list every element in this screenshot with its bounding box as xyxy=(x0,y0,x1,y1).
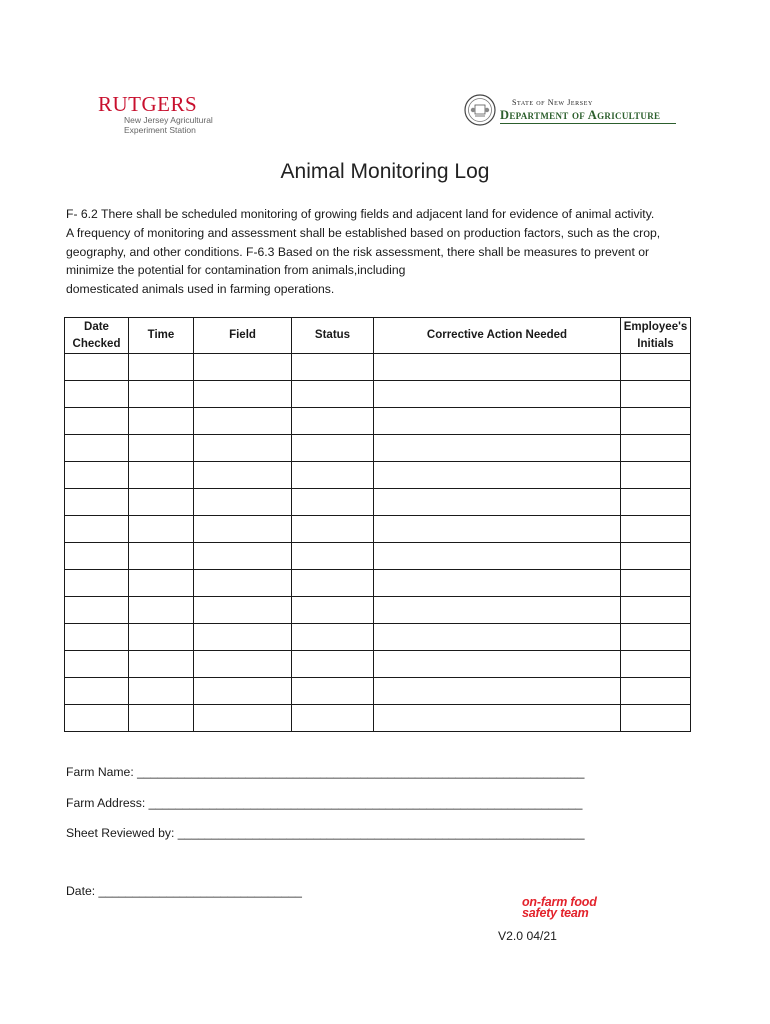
cell-status[interactable] xyxy=(292,678,374,705)
cell-status[interactable] xyxy=(292,354,374,381)
nj-state-text: State of New Jersey xyxy=(512,98,593,107)
cell-date-checked[interactable] xyxy=(65,489,129,516)
cell-date-checked[interactable] xyxy=(65,381,129,408)
cell-status[interactable] xyxy=(292,570,374,597)
cell-field[interactable] xyxy=(194,516,292,543)
cell-employee-initials[interactable] xyxy=(621,489,691,516)
cell-field[interactable] xyxy=(194,543,292,570)
table-row xyxy=(65,705,691,732)
cell-corrective-action[interactable] xyxy=(374,543,621,570)
table-row xyxy=(65,597,691,624)
header-text: Field xyxy=(229,329,256,341)
cell-employee-initials[interactable] xyxy=(621,516,691,543)
cell-employee-initials[interactable] xyxy=(621,354,691,381)
cell-time[interactable] xyxy=(129,489,194,516)
cell-corrective-action[interactable] xyxy=(374,624,621,651)
cell-employee-initials[interactable] xyxy=(621,543,691,570)
table-row xyxy=(65,462,691,489)
header-text: Checked xyxy=(72,337,121,350)
cell-employee-initials[interactable] xyxy=(621,381,691,408)
rutgers-subtitle-line2: Experiment Station xyxy=(124,125,196,135)
cell-status[interactable] xyxy=(292,489,374,516)
cell-date-checked[interactable] xyxy=(65,651,129,678)
cell-field[interactable] xyxy=(194,705,292,732)
cell-field[interactable] xyxy=(194,435,292,462)
cell-status[interactable] xyxy=(292,597,374,624)
cell-date-checked[interactable] xyxy=(65,705,129,732)
cell-date-checked[interactable] xyxy=(65,624,129,651)
cell-time[interactable] xyxy=(129,678,194,705)
cell-field[interactable] xyxy=(194,597,292,624)
cell-date-checked[interactable] xyxy=(65,354,129,381)
cell-date-checked[interactable] xyxy=(65,570,129,597)
header-time xyxy=(129,318,194,354)
date-field[interactable]: Date: ______________________________ xyxy=(66,884,302,898)
rutgers-wordmark: RUTGERS xyxy=(98,92,198,116)
cell-employee-initials[interactable] xyxy=(621,597,691,624)
intro-line: domesticated animals used in farming operations. xyxy=(66,282,335,297)
cell-field[interactable] xyxy=(194,489,292,516)
cell-date-checked[interactable] xyxy=(65,408,129,435)
nj-department-text: Department of Agriculture xyxy=(500,108,661,122)
cell-time[interactable] xyxy=(129,354,194,381)
cell-field[interactable] xyxy=(194,678,292,705)
header-text: Time xyxy=(147,329,175,341)
cell-corrective-action[interactable] xyxy=(374,597,621,624)
cell-corrective-action[interactable] xyxy=(374,354,621,381)
cell-corrective-action[interactable] xyxy=(374,435,621,462)
intro-line: geography, and other conditions. F-6.3 Based on the risk assessment, there shall be measures to prevent or xyxy=(66,244,650,259)
version-label: V2.0 04/21 xyxy=(498,929,557,943)
cell-field[interactable] xyxy=(194,408,292,435)
cell-corrective-action[interactable] xyxy=(374,516,621,543)
cell-employee-initials[interactable] xyxy=(621,570,691,597)
table-row xyxy=(65,678,691,705)
cell-time[interactable] xyxy=(129,543,194,570)
header-text: Status xyxy=(314,329,351,341)
cell-status[interactable] xyxy=(292,408,374,435)
table-row xyxy=(65,516,691,543)
cell-corrective-action[interactable] xyxy=(374,651,621,678)
table-row xyxy=(65,381,691,408)
cell-time[interactable] xyxy=(129,435,194,462)
cell-employee-initials[interactable] xyxy=(621,705,691,732)
cell-field[interactable] xyxy=(194,381,292,408)
cell-status[interactable] xyxy=(292,435,374,462)
table-body xyxy=(65,354,691,732)
cell-employee-initials[interactable] xyxy=(621,408,691,435)
cell-corrective-action[interactable] xyxy=(374,381,621,408)
cell-corrective-action[interactable] xyxy=(374,705,621,732)
header-field xyxy=(194,318,292,354)
table-row xyxy=(65,543,691,570)
cell-date-checked[interactable] xyxy=(65,516,129,543)
page-title: Animal Monitoring Log xyxy=(280,160,490,183)
table-row xyxy=(65,354,691,381)
cell-date-checked[interactable] xyxy=(65,543,129,570)
cell-time[interactable] xyxy=(129,570,194,597)
cell-time[interactable] xyxy=(129,624,194,651)
cell-employee-initials[interactable] xyxy=(621,462,691,489)
cell-field[interactable] xyxy=(194,651,292,678)
nj-seal-icon xyxy=(464,94,496,126)
cell-time[interactable] xyxy=(129,597,194,624)
sheet-reviewed-field[interactable]: Sheet Reviewed by: ____________________________________________________________ xyxy=(66,826,585,840)
table-row xyxy=(65,408,691,435)
on-farm-food-safety-logo xyxy=(522,897,622,919)
cell-status[interactable] xyxy=(292,651,374,678)
cell-employee-initials[interactable] xyxy=(621,651,691,678)
cell-time[interactable] xyxy=(129,381,194,408)
farm-address-field[interactable]: Farm Address: ________________________________________________________________ xyxy=(66,796,583,810)
cell-date-checked[interactable] xyxy=(65,678,129,705)
cell-time[interactable] xyxy=(129,462,194,489)
cell-status[interactable] xyxy=(292,624,374,651)
farm-name-field[interactable]: Farm Name: __________________________________________________________________ xyxy=(66,765,585,779)
cell-employee-initials[interactable] xyxy=(621,624,691,651)
cell-status[interactable] xyxy=(292,543,374,570)
intro-line: A frequency of monitoring and assessment shall be established based on production factors, such as the crop, xyxy=(66,225,661,240)
logo-text-line2: safety team xyxy=(522,906,589,920)
cell-time[interactable] xyxy=(129,705,194,732)
cell-date-checked[interactable] xyxy=(65,462,129,489)
table-row xyxy=(65,570,691,597)
cell-employee-initials[interactable] xyxy=(621,435,691,462)
table-row xyxy=(65,624,691,651)
intro-line: minimize the potential for contamination from animals,including xyxy=(66,263,406,278)
cell-field[interactable] xyxy=(194,624,292,651)
intro-line: F- 6.2 There shall be scheduled monitoring of growing fields and adjacent land for evidence of animal activity. xyxy=(66,207,655,221)
cell-corrective-action[interactable] xyxy=(374,408,621,435)
cell-date-checked[interactable] xyxy=(65,597,129,624)
header-corrective-action xyxy=(374,318,621,354)
header-status xyxy=(292,318,374,354)
cell-field[interactable] xyxy=(194,354,292,381)
header-text: Corrective Action Needed xyxy=(426,329,568,341)
table-row xyxy=(65,489,691,516)
logo-text-line1: on-farm food xyxy=(522,895,597,909)
header-date-checked xyxy=(65,318,129,354)
table-header-row xyxy=(65,318,691,354)
cell-time[interactable] xyxy=(129,516,194,543)
cell-corrective-action[interactable] xyxy=(374,462,621,489)
header-text: Initials xyxy=(637,337,674,350)
header-employee-initials xyxy=(621,318,691,354)
cell-field[interactable] xyxy=(194,462,292,489)
nj-agriculture-logo xyxy=(464,94,679,128)
cell-date-checked[interactable] xyxy=(65,435,129,462)
cell-corrective-action[interactable] xyxy=(374,570,621,597)
cell-employee-initials[interactable] xyxy=(621,678,691,705)
nj-divider xyxy=(500,123,676,124)
monitoring-log-table xyxy=(64,317,691,732)
cell-field[interactable] xyxy=(194,570,292,597)
rutgers-subtitle-line1: New Jersey Agricultural xyxy=(124,115,213,125)
cell-status[interactable] xyxy=(292,516,374,543)
table-row xyxy=(65,651,691,678)
cell-time[interactable] xyxy=(129,408,194,435)
rutgers-logo xyxy=(88,86,216,140)
header-text: Employee's xyxy=(623,320,688,333)
cell-status[interactable] xyxy=(292,381,374,408)
header-text: Date xyxy=(84,320,109,333)
cell-corrective-action[interactable] xyxy=(374,489,621,516)
table-row xyxy=(65,435,691,462)
cell-status[interactable] xyxy=(292,705,374,732)
cell-status[interactable] xyxy=(292,462,374,489)
cell-corrective-action[interactable] xyxy=(374,678,621,705)
intro-paragraph xyxy=(66,205,702,299)
cell-time[interactable] xyxy=(129,651,194,678)
